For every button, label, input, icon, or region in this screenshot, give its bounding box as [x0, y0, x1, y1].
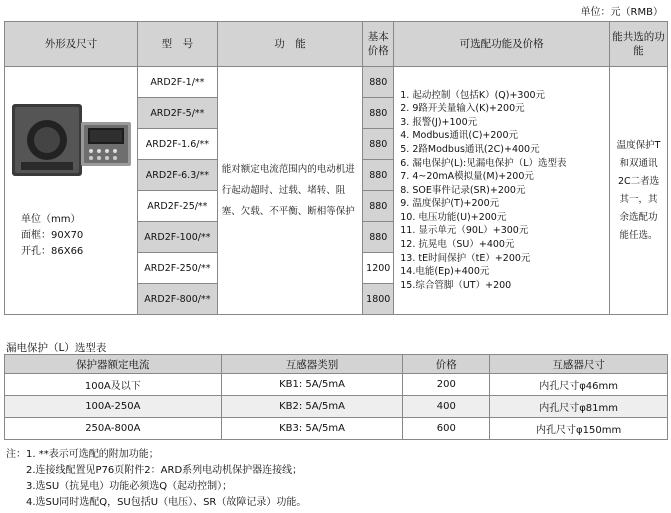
- model-cell: ARD2F-100/**: [137, 222, 217, 253]
- table-cell: KB3: 5A/5mA: [221, 418, 403, 440]
- unit-label: 单位：元（RMB）: [580, 7, 663, 18]
- price-cell: 1200: [363, 253, 394, 284]
- table-row: [5, 396, 668, 418]
- notes: [6, 447, 306, 511]
- price-cell: 880: [363, 191, 394, 222]
- price-cell: 880: [363, 222, 394, 253]
- shareable-functions: 温度保护T和双通讯2C二者选其一，其余选配功能任选。: [610, 67, 668, 315]
- option-item: 13. tE时间保护（tE）+200元: [400, 252, 531, 264]
- option-item: 14.电能(Ep)+400元: [400, 266, 490, 278]
- device-photo: [11, 92, 131, 212]
- function-description: 能对额定电流范围内的电动机进行起动超时、过载、堵转、阻塞、欠载、不平衡、断相等保护: [217, 67, 363, 315]
- table-row: [5, 67, 668, 98]
- note-item: 注：1. **表示可选配的附加功能；: [6, 449, 159, 460]
- table-cell: KB2: 5A/5mA: [221, 396, 403, 418]
- table-cell: 200: [403, 374, 490, 396]
- model-cell: ARD2F-1/**: [137, 67, 217, 98]
- col-header-base-price: 基本价格: [363, 22, 394, 67]
- table-cell: 内孔尺寸φ81mm: [490, 396, 668, 418]
- option-item: 6. 漏电保护(L):见漏电保护（L）选型表: [400, 157, 567, 169]
- col-header-model: 型 号: [137, 22, 217, 67]
- option-item: 12. 抗晃电（SU）+400元: [400, 239, 515, 251]
- model-cell: ARD2F-800/**: [137, 284, 217, 315]
- options-list: [394, 67, 610, 315]
- option-item: 9. 温度保护(T)+200元: [400, 198, 500, 210]
- col-header-shareable: 能共选的功能: [610, 22, 668, 67]
- model-cell: ARD2F-250/**: [137, 253, 217, 284]
- option-item: 1. 起动控制（包括K）(Q)+300元: [400, 89, 546, 101]
- table-row: [5, 374, 668, 396]
- product-dimensions: [5, 212, 137, 260]
- selection-table: [4, 21, 668, 315]
- table-cell: 内孔尺寸φ150mm: [490, 418, 668, 440]
- table-cell: 内孔尺寸φ46mm: [490, 374, 668, 396]
- leak-selection-table: [4, 354, 668, 440]
- dimension-frame: 面框：90X70: [21, 230, 84, 241]
- dimension-unit: 单位（mm）: [21, 214, 81, 225]
- col-header-price: 价格: [403, 355, 490, 374]
- price-cell: 880: [363, 160, 394, 191]
- dimension-cutout: 开孔：86X66: [21, 246, 84, 257]
- note-item: 3.选SU（抗晃电）功能必须选Q（起动控制）；: [6, 481, 233, 492]
- model-cell: ARD2F-5/**: [137, 98, 217, 129]
- table-cell: 400: [403, 396, 490, 418]
- selection-table-header: [5, 22, 668, 67]
- price-cell: 1800: [363, 284, 394, 315]
- product-image-cell: [5, 67, 138, 315]
- price-cell: 880: [363, 98, 394, 129]
- model-cell: ARD2F-1.6/**: [137, 129, 217, 160]
- note-item: 2.连接线配置见P76页附件2：ARD系列电动机保护器连接线；: [6, 465, 303, 476]
- table-cell: KB1: 5A/5mA: [221, 374, 403, 396]
- col-header-transformer-size: 互感器尺寸: [490, 355, 668, 374]
- option-item: 4. Modbus通讯(C)+200元: [400, 130, 519, 142]
- option-item: 15.综合管脚（UT）+200: [400, 279, 512, 291]
- table-cell: 600: [403, 418, 490, 440]
- price-cell: 880: [363, 67, 394, 98]
- option-item: 5. 2路Modbus通讯(2C)+400元: [400, 143, 540, 155]
- price-cell: 880: [363, 129, 394, 160]
- option-item: 3. 报警(J)+100元: [400, 116, 478, 128]
- option-item: 2. 9路开关量输入(K)+200元: [400, 103, 525, 115]
- note-item: 4.选SU同时选配Q，SU包括U（电压）、SR（故障记录）功能。: [6, 497, 307, 508]
- col-header-shape: 外形及尺寸: [5, 22, 138, 67]
- table-row: [5, 418, 668, 440]
- option-item: 11. 显示单元（90L）+300元: [400, 225, 529, 237]
- col-header-options: 可选配功能及价格: [394, 22, 610, 67]
- model-cell: ARD2F-25/**: [137, 191, 217, 222]
- col-header-transformer-type: 互感器类别: [221, 355, 403, 374]
- table-cell: 250A-800A: [5, 418, 222, 440]
- col-header-function: 功 能: [217, 22, 363, 67]
- option-item: 7. 4~20mA模拟量(M)+200元: [400, 171, 534, 183]
- option-item: 8. SOE事件记录(SR)+200元: [400, 184, 526, 196]
- col-header-rated-current: 保护器额定电流: [5, 355, 222, 374]
- table-cell: 100A及以下: [5, 374, 222, 396]
- leak-table-header: [5, 355, 668, 374]
- leak-table-title: 漏电保护（L）选型表: [6, 342, 107, 354]
- table-cell: 100A-250A: [5, 396, 222, 418]
- option-item: 10. 电压功能(U)+200元: [400, 211, 507, 223]
- model-cell: ARD2F-6.3/**: [137, 160, 217, 191]
